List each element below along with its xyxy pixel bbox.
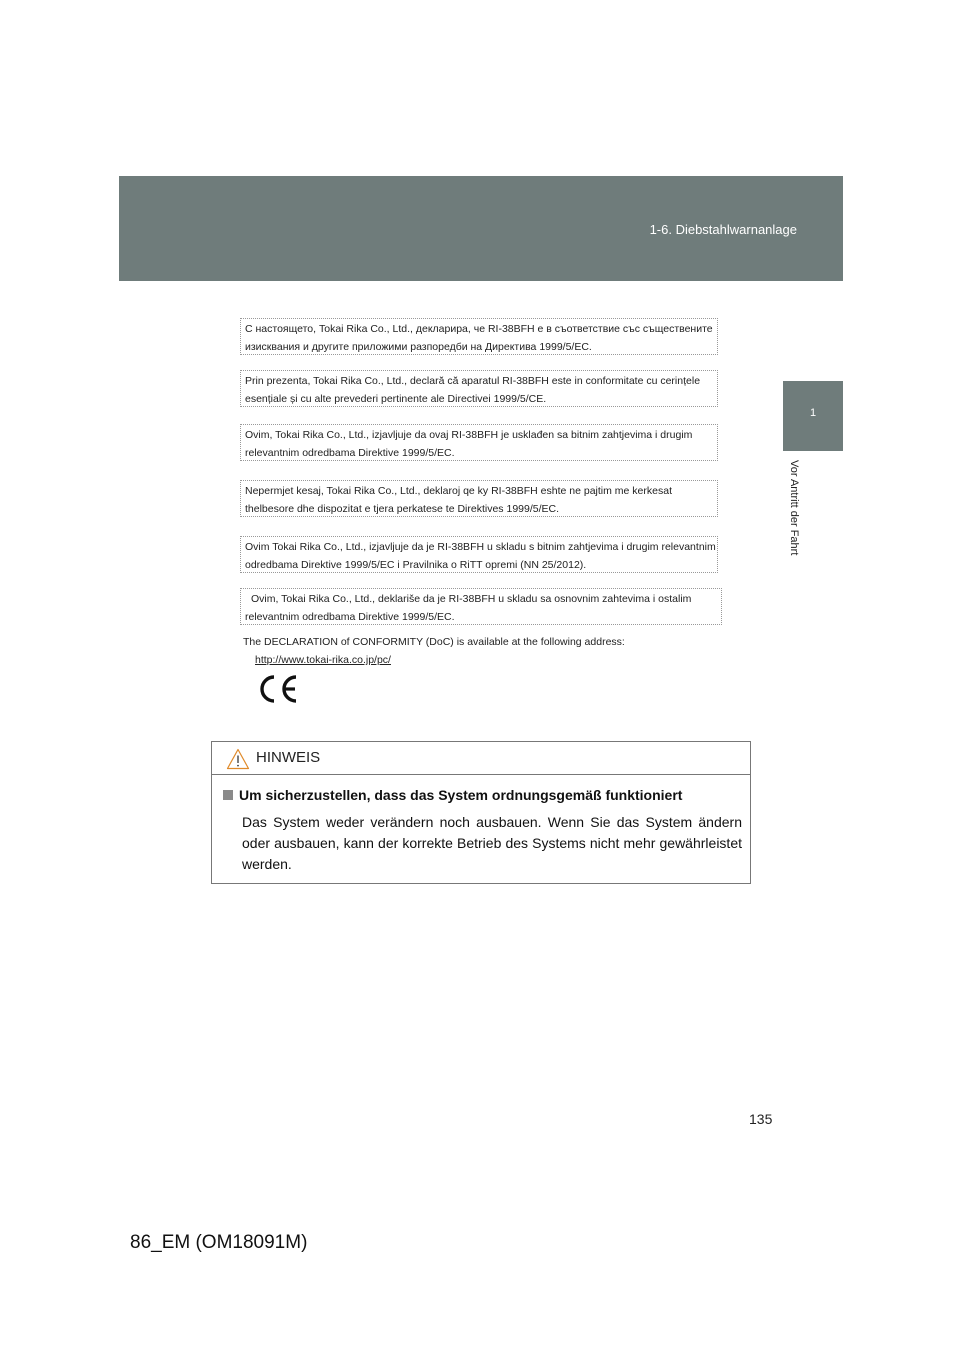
notice-box bbox=[211, 741, 751, 884]
chapter-label-container bbox=[788, 460, 808, 600]
ce-mark-icon bbox=[257, 674, 299, 704]
declaration-albanian bbox=[240, 480, 718, 517]
header-band bbox=[119, 176, 843, 281]
declaration-line: relevantnim odredbama Direktive 1999/5/EC. bbox=[245, 611, 455, 623]
declaration-line: изисквания и другите приложими разпоредби на Директива 1999/5/EC. bbox=[245, 341, 592, 353]
declaration-line: Nepermjet kesaj, Tokai Rika Co., Ltd., deklaroj qe ky RI-38BFH eshte ne pajtim me kerkesat bbox=[245, 485, 672, 497]
declaration-line: Ovim, Tokai Rika Co., Ltd., deklariše da je RI-38BFH u skladu sa osnovnim zahtevima i ostalim bbox=[251, 593, 692, 605]
notice-subheading-text: Um sicherzustellen, dass das System ordnungsgemäß funktioniert bbox=[239, 787, 683, 803]
declaration-bulgarian bbox=[240, 318, 718, 355]
declaration-line: Ovim Tokai Rika Co., Ltd., izjavljuje da je RI-38BFH u skladu s bitnim zahtjevima i drugim relevantnim bbox=[245, 541, 716, 553]
declaration-line: Ovim, Tokai Rika Co., Ltd., izjavljuje da ovaj RI-38BFH je usklađen sa bitnim zahtjevima i drugim bbox=[245, 429, 693, 441]
declaration-serbian bbox=[240, 588, 722, 625]
section-title: 1-6. Diebstahlwarnanlage bbox=[649, 222, 797, 237]
declaration-line: thelbesore dhe dispozitat e tjera perkatese te Direktives 1999/5/EC. bbox=[245, 503, 560, 515]
chapter-label: Vor Antritt der Fahrt bbox=[788, 460, 800, 556]
square-bullet-icon bbox=[223, 790, 233, 800]
declaration-line: С настоящето, Tokai Rika Co., Ltd., декларира, че RI-38BFH е в съответствие със съществените bbox=[245, 323, 713, 335]
notice-header bbox=[212, 742, 750, 775]
declaration-romanian bbox=[240, 370, 718, 407]
doc-availability-text: The DECLARATION of CONFORMITY (DoC) is available at the following address: bbox=[243, 636, 625, 648]
notice-body: Das System weder verändern noch ausbauen. Wenn Sie das System ändern oder ausbauen, kann der korrekte Betrieb des Systems nicht mehr gewährleistet werden. bbox=[242, 814, 742, 872]
declaration-line: Prin prezenta, Tokai Rika Co., Ltd., declară că aparatul RI-38BFH este in conformitate cu cerințele bbox=[245, 375, 701, 387]
chapter-number: 1 bbox=[809, 407, 817, 419]
warning-triangle-icon bbox=[226, 748, 250, 770]
page-number: 135 bbox=[749, 1111, 773, 1127]
declaration-line: relevantnim odredbama Direktive 1999/5/EC. bbox=[245, 447, 455, 459]
declaration-line: esențiale și cu alte prevederi pertinente ale Directivei 1999/5/CE. bbox=[245, 393, 547, 405]
declaration-croatian bbox=[240, 536, 718, 573]
chapter-tab bbox=[783, 381, 843, 451]
declaration-bosnian bbox=[240, 424, 718, 461]
notice-subheading bbox=[223, 787, 682, 803]
document-code: 86_EM (OM18091M) bbox=[130, 1232, 308, 1253]
declaration-line: odredbama Direktive 1999/5/EC i Pravilnika o RiTT opremi (NN 25/2012). bbox=[245, 559, 587, 571]
doc-url-link[interactable]: http://www.tokai-rika.co.jp/pc/ bbox=[255, 654, 391, 666]
notice-title: HINWEIS bbox=[256, 749, 321, 766]
